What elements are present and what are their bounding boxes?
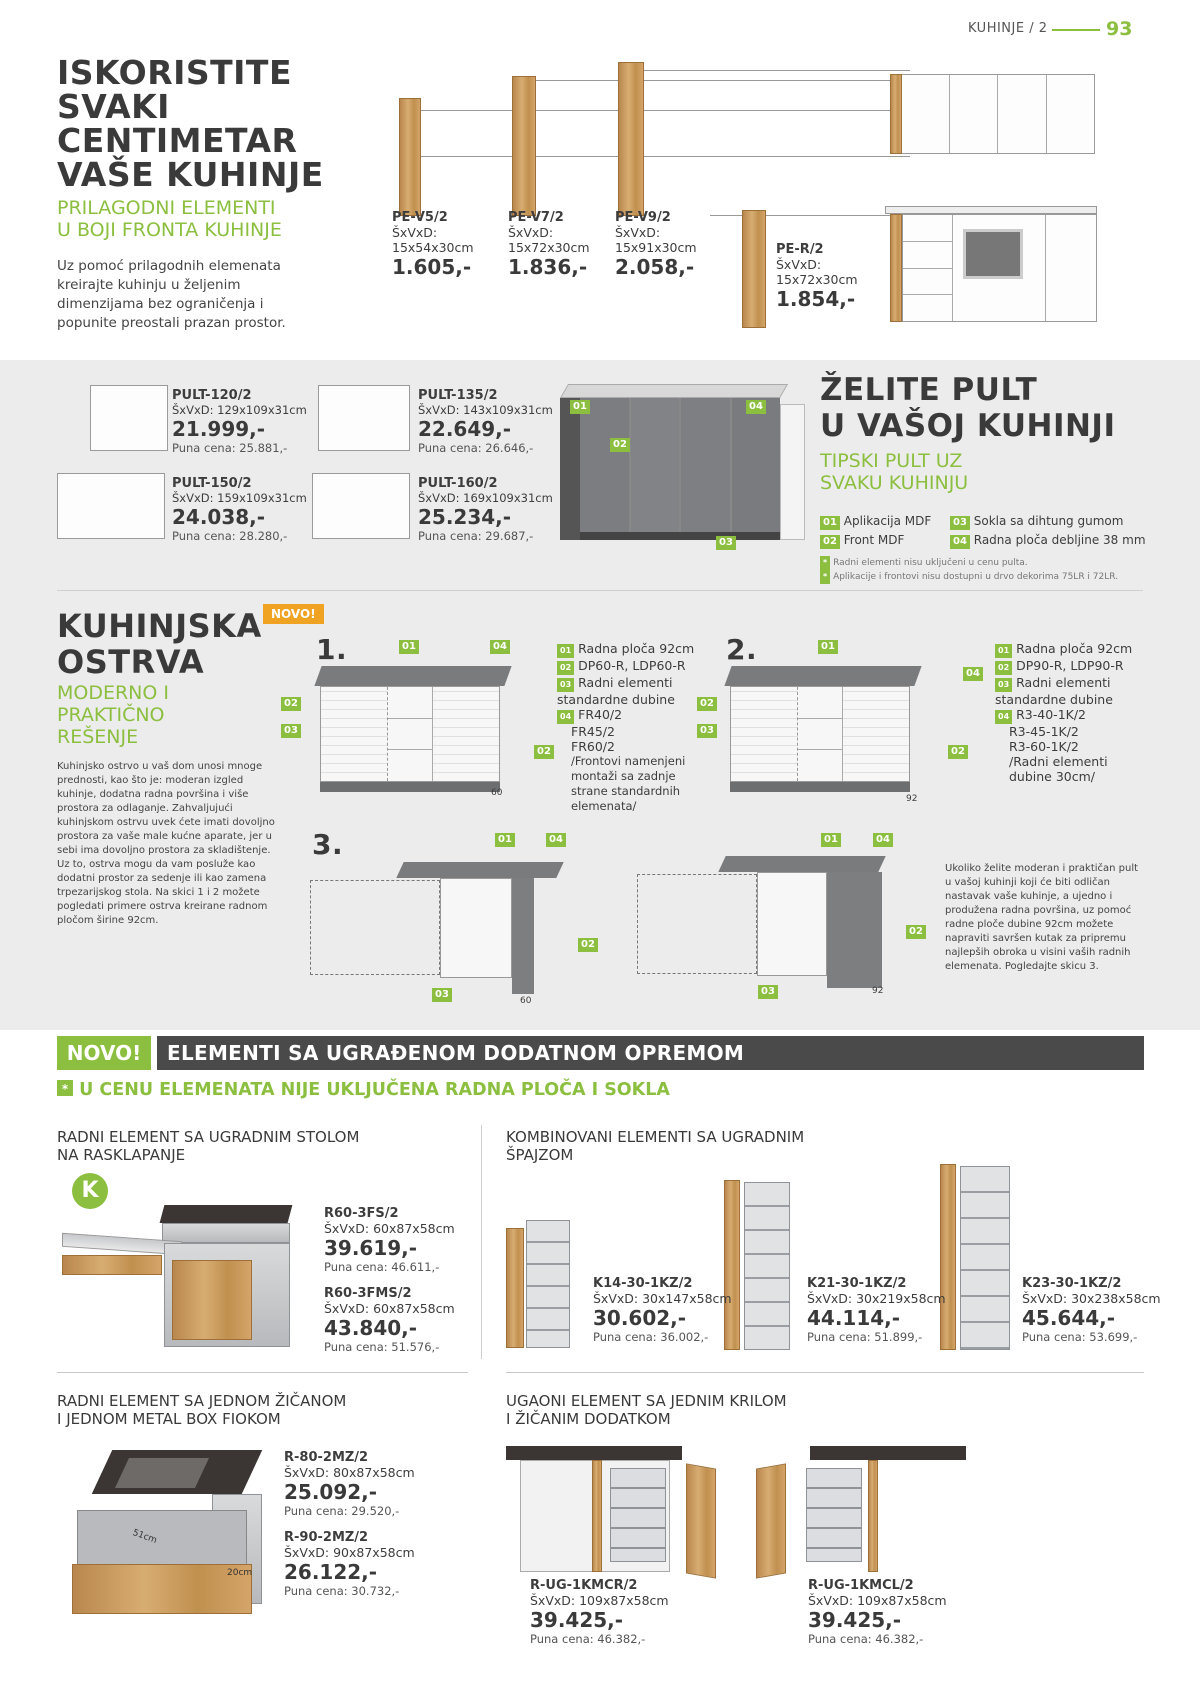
- vertical-divider: [481, 1125, 482, 1359]
- pantry-k23-price: K23-30-1KZ/2 ŠxVxD: 30x238x58cm 45.644,- Puna cena: 53.699,-: [1022, 1276, 1161, 1344]
- base-filler-panel: [890, 214, 902, 322]
- sketch-2-legend: 01 Radna ploča 92cm 02 DP90-R, LDP90-R 03 Radni elementi standardne dubine 04 R3-40-1K/2 R3-45-1K/2 R3-60-1K/2 /Radni elementi dubine 30cm/: [995, 641, 1133, 784]
- pult-sketch: [90, 385, 168, 451]
- panel-pe-v5: [399, 98, 421, 216]
- connector-line: [525, 80, 910, 81]
- wall-filler-panel: [890, 74, 902, 154]
- pult-subtitle: TIPSKI PULT UZ SVAKU KUHINJU: [820, 450, 969, 494]
- section-label: KUHINJE / 2: [968, 21, 1048, 36]
- pult-sketch: [57, 473, 165, 539]
- page-number: 93: [1106, 18, 1133, 40]
- asterisk-icon: *: [57, 1080, 73, 1096]
- corner-cabinet-right-image: [506, 1446, 726, 1580]
- connector-line: [410, 156, 910, 157]
- panels-illustration: [390, 60, 1110, 340]
- s1-marker-04: 04: [490, 640, 510, 654]
- pult-sketch: [312, 473, 410, 539]
- panel-price-pe-v7: PE-V7/2 ŠxVxD: 15x72x30cm 1.836,-: [508, 210, 590, 279]
- s3a-marker-04: 04: [546, 833, 566, 847]
- sketch-1-legend: 01 Radna ploča 92cm 02 DP60-R, LDP60-R 03 Radni elementi standardne dubine 04 FR40/2 FR45/2 FR60/2 /Frontovi namenjeni montaži sa zadnje strane standardnih elemenata/: [557, 641, 695, 813]
- block-3-prices: R-80-2MZ/2 ŠxVxD: 80x87x58cm 25.092,- Puna cena: 29.520,- R-90-2MZ/2 ŠxVxD: 90x87x58cm 26.122,- Puna cena: 30.732,-: [284, 1450, 415, 1598]
- panel-pe-r: [742, 210, 766, 328]
- s2-marker-03: 03: [697, 724, 717, 738]
- page-header: [960, 18, 1150, 42]
- row-divider-left: [57, 1372, 468, 1373]
- row-divider-right: [506, 1372, 1144, 1373]
- panel-price-pe-v9: PE-V9/2 ŠxVxD: 15x91x30cm 2.058,-: [615, 210, 697, 279]
- intro-title: ISKORISTITE SVAKI CENTIMETAR VAŠE KUHINJE: [57, 53, 324, 194]
- pantry-k21-price: K21-30-1KZ/2 ŠxVxD: 30x219x58cm 44.114,- Puna cena: 51.899,-: [807, 1276, 946, 1344]
- kitchen-logo: K: [61, 1173, 119, 1213]
- s1-marker-02a: 02: [281, 697, 301, 711]
- pult-sketch: [318, 385, 410, 451]
- s3a-marker-01: 01: [495, 833, 515, 847]
- ostrva-note: Ukoliko želite moderan i praktičan pult u vašoj kuhinji koji će biti odličan nastavak vaše kuhinje, a ujedno i produžena radna površina, uz pomoć radne ploče dubine 92cm možete napraviti savršen kutak za pripremu najlepših obroka u visini vaših radnih elemenata. Pogledajte skicu 3.: [945, 863, 1139, 972]
- block-folding-table-title: RADNI ELEMENT SA UGRADNIM STOLOM NA RASKLAPANJE: [57, 1128, 360, 1164]
- s1-marker-03: 03: [281, 724, 301, 738]
- pult-marker-01: 01: [570, 400, 590, 414]
- worktop: [885, 206, 1097, 214]
- pantry-k21-image: [724, 1180, 794, 1350]
- pult-title: ŽELITE PULT U VAŠOJ KUHINJI: [820, 372, 1116, 444]
- block-pantry-title: KOMBINOVANI ELEMENTI SA UGRADNIM ŠPAJZOM: [506, 1128, 805, 1164]
- ostrva-title: KUHINJSKA OSTRVA: [57, 607, 262, 681]
- sink-cabinet-image: 51cm 20cm: [62, 1440, 262, 1620]
- s3b-marker-01: 01: [821, 833, 841, 847]
- block-corner-title: UGAONI ELEMENT SA JEDNIM KRILOM I ŽIČANIM DODATKOM: [506, 1392, 787, 1428]
- header-rule: [1052, 29, 1100, 31]
- panel-price-pe-v5: PE-V5/2 ŠxVxD: 15x54x30cm 1.605,-: [392, 210, 474, 279]
- sketch-1-number: 1.: [316, 633, 348, 666]
- wall-cabinets: [900, 74, 1095, 154]
- ostrva-subtitle: MODERNO I PRAKTIČNO REŠENJE: [57, 682, 169, 748]
- s3a-marker-03: 03: [432, 988, 452, 1002]
- pantry-k23-image: [940, 1164, 1020, 1350]
- block-drawers-title: RADNI ELEMENT SA JEDNOM ŽIČANOM I JEDNOM METAL BOX FIOKOM: [57, 1392, 347, 1428]
- s2-marker-04: 04: [963, 667, 983, 681]
- s2-marker-02b: 02: [948, 745, 968, 759]
- sketch-3a-drawing: 60: [310, 862, 570, 1002]
- panel-pe-v9: [618, 62, 644, 216]
- s1-marker-01: 01: [399, 640, 419, 654]
- corner-cabinet-left-image: [756, 1446, 976, 1580]
- pult-marker-04: 04: [746, 400, 766, 414]
- folding-table-cabinet: [62, 1205, 292, 1355]
- special-novo: NOVO!: [57, 1036, 151, 1070]
- sketch-1-drawing: 60: [316, 664, 516, 802]
- connector-line: [630, 70, 910, 71]
- intro-subtitle: PRILAGODNI ELEMENTI U BOJI FRONTA KUHINJE: [57, 197, 282, 241]
- s3b-marker-03: 03: [758, 985, 778, 999]
- pult-marker-03: 03: [716, 536, 736, 550]
- panel-price-pe-r: PE-R/2 ŠxVxD: 15x72x30cm 1.854,-: [776, 242, 858, 311]
- corner-right-price: R-UG-1KMCR/2 ŠxVxD: 109x87x58cm 39.425,- Puna cena: 46.382,-: [530, 1578, 669, 1646]
- s2-marker-02a: 02: [697, 697, 717, 711]
- block-1-prices: R60-3FS/2 ŠxVxD: 60x87x58cm 39.619,- Puna cena: 46.611,- R60-3FMS/2 ŠxVxD: 60x87x58cm 43.840,- Puna cena: 51.576,-: [324, 1206, 455, 1354]
- sketch-2-drawing: 92: [726, 664, 926, 802]
- sketch-3-number: 3.: [312, 828, 344, 861]
- pantry-k14-price: K14-30-1KZ/2 ŠxVxD: 30x147x58cm 30.602,- Puna cena: 36.002,-: [593, 1276, 732, 1344]
- s2-marker-01: 01: [818, 640, 838, 654]
- special-note: * U CENU ELEMENATA NIJE UKLJUČENA RADNA PLOČA I SOKLA: [57, 1080, 670, 1100]
- s3a-marker-02: 02: [578, 938, 598, 952]
- base-cabinets: [902, 214, 1097, 322]
- s3b-marker-02: 02: [906, 925, 926, 939]
- pult-marker-02: 02: [610, 438, 630, 452]
- pult-illustration: [560, 384, 805, 552]
- pantry-k14-image: [506, 1220, 576, 1350]
- s1-marker-02b: 02: [534, 745, 554, 759]
- connector-line: [410, 110, 910, 111]
- panel-pe-v7: [512, 76, 536, 216]
- special-header: [57, 1036, 1144, 1070]
- special-title: ELEMENTI SA UGRAĐENOM DODATNOM OPREMOM: [157, 1036, 1144, 1070]
- gray-divider: [57, 590, 1143, 591]
- sketch-2-number: 2.: [726, 633, 758, 666]
- connector-line: [710, 215, 910, 216]
- sketch-3b-drawing: 92: [637, 856, 897, 996]
- corner-left-price: R-UG-1KMCL/2 ŠxVxD: 109x87x58cm 39.425,- Puna cena: 46.382,-: [808, 1578, 947, 1646]
- intro-text: Uz pomoć prilagodnih elemenata kreirajte kuhinju u željenim dimenzijama bez ograničenja i popunite preostali prazan prostor.: [57, 258, 286, 331]
- s3b-marker-04: 04: [873, 833, 893, 847]
- novo-badge: NOVO!: [263, 604, 324, 624]
- ostrva-text: Kuhinjsko ostrvo u vaš dom unosi mnoge prednosti, kao što je: moderan izgled kuhinje, dodatna radna površina i više prostora za odlaganje. Zahvaljujući kuhinjskom ostrvu uvek ćete imati dovoljno prostora za vaše male kućne aparate, jer u sebi ima dovoljno prostora za skladištenje. Uz to, ostrva mogu da vam posluže kao dodatni prostor za sedenje ili kao zamena trpezarijskog stola. Na skici 1 i 2 možete pogledati primere ostrva kreirane radnom pločom širine 92cm.: [57, 761, 275, 926]
